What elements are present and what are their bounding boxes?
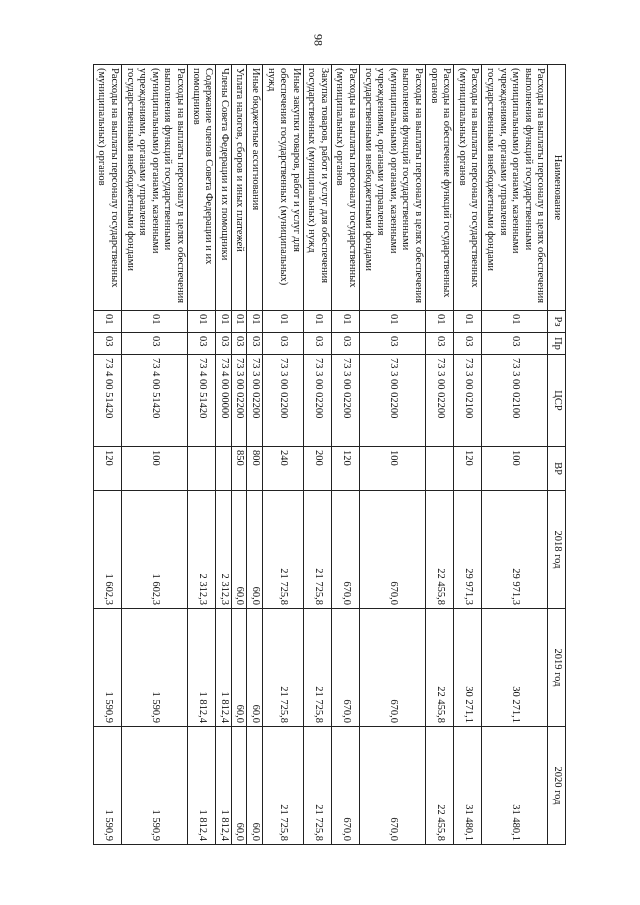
table-row <box>262 65 303 845</box>
table-row <box>216 65 232 845</box>
cell-2018: 1 602,3 <box>122 491 188 609</box>
cell-name: Расходы на выплаты персоналу в целях обеспечения выполнения функций государственными (муниципальными) органами, казенными учреждениями, органами управления государственными внебюджетными фондами <box>482 65 548 311</box>
cell-rz: 01 <box>187 311 215 333</box>
table-row <box>360 65 426 845</box>
cell-pr: 03 <box>262 333 303 355</box>
cell-name: Расходы на выплаты персоналу в целях обеспечения выполнения функций государственными (муниципальными) органами, казенными учреждениями, органами управления государственными внебюджетными фондами <box>122 65 188 311</box>
header-rz: Рз <box>548 311 566 333</box>
cell-2019: 1 812,4 <box>187 609 215 727</box>
cell-name: Расходы на обеспечение функций государственных органов <box>426 65 454 311</box>
cell-pr: 03 <box>482 333 548 355</box>
table-body <box>93 65 548 845</box>
cell-rz: 01 <box>122 311 188 333</box>
cell-pr: 03 <box>303 333 331 355</box>
cell-2020: 21 725,8 <box>303 727 331 845</box>
budget-table <box>93 64 566 845</box>
cell-csr: 73 3 00 02200 <box>247 355 263 447</box>
cell-2018: 29 971,3 <box>454 491 482 609</box>
cell-2018: 1 602,3 <box>93 491 121 609</box>
header-vr: ВР <box>548 447 566 491</box>
cell-rz: 01 <box>93 311 121 333</box>
cell-pr: 03 <box>247 333 263 355</box>
cell-rz: 01 <box>216 311 232 333</box>
cell-2019: 670,0 <box>331 609 359 727</box>
cell-2018: 21 725,8 <box>303 491 331 609</box>
cell-vr: 100 <box>122 447 188 491</box>
cell-2020: 22 455,8 <box>426 727 454 845</box>
cell-rz: 01 <box>482 311 548 333</box>
rotated-table-container <box>86 64 566 844</box>
cell-2020: 1 590,9 <box>122 727 188 845</box>
cell-rz: 01 <box>303 311 331 333</box>
cell-name: Члены Совета Федерации и их помощники <box>216 65 232 311</box>
cell-pr: 03 <box>454 333 482 355</box>
cell-name: Расходы на выплаты персоналу в целях обеспечения выполнения функций государственными (муниципальными) органами, казенными учреждениями, органами управления государственными внебюджетными фондами <box>360 65 426 311</box>
table-row <box>426 65 454 845</box>
cell-vr: 100 <box>360 447 426 491</box>
cell-2019: 1 590,9 <box>93 609 121 727</box>
cell-pr: 03 <box>122 333 188 355</box>
table-header-row <box>548 65 566 845</box>
cell-2019: 21 725,8 <box>262 609 303 727</box>
cell-csr: 73 4 00 00000 <box>216 355 232 447</box>
cell-2020: 31 480,1 <box>482 727 548 845</box>
table-row <box>454 65 482 845</box>
cell-name: Иные закупки товаров, работ и услуг для обеспечения государственных (муниципальных) нужд <box>262 65 303 311</box>
cell-vr: 120 <box>93 447 121 491</box>
table-row <box>231 65 247 845</box>
cell-2018: 2 312,3 <box>187 491 215 609</box>
cell-name: Содержание членов Совета Федерации и их помощников <box>187 65 215 311</box>
cell-2020: 60,0 <box>247 727 263 845</box>
table-row <box>331 65 359 845</box>
cell-2020: 1 590,9 <box>93 727 121 845</box>
cell-rz: 01 <box>360 311 426 333</box>
cell-vr: 200 <box>303 447 331 491</box>
cell-2020: 31 480,1 <box>454 727 482 845</box>
cell-rz: 01 <box>454 311 482 333</box>
cell-csr: 73 3 00 02100 <box>454 355 482 447</box>
header-pr: Пр <box>548 333 566 355</box>
cell-2019: 1 812,4 <box>216 609 232 727</box>
header-2019: 2019 год <box>548 609 566 727</box>
cell-vr <box>187 447 215 491</box>
cell-name: Закупка товаров, работ и услуг для обеспечения государственных (муниципальных) нужд <box>303 65 331 311</box>
cell-2020: 1 812,4 <box>187 727 215 845</box>
cell-pr: 03 <box>331 333 359 355</box>
cell-csr: 73 3 00 02200 <box>360 355 426 447</box>
cell-2019: 21 725,8 <box>303 609 331 727</box>
cell-pr: 03 <box>426 333 454 355</box>
table-row <box>93 65 121 845</box>
cell-2018: 2 312,3 <box>216 491 232 609</box>
budget-table-frame <box>86 64 566 844</box>
cell-rz: 01 <box>231 311 247 333</box>
cell-vr: 800 <box>247 447 263 491</box>
cell-rz: 01 <box>331 311 359 333</box>
table-row <box>482 65 548 845</box>
cell-2019: 60,0 <box>231 609 247 727</box>
cell-vr: 240 <box>262 447 303 491</box>
cell-rz: 01 <box>247 311 263 333</box>
cell-2018: 60,0 <box>231 491 247 609</box>
cell-2020: 1 812,4 <box>216 727 232 845</box>
cell-rz: 01 <box>426 311 454 333</box>
cell-csr: 73 3 00 02200 <box>303 355 331 447</box>
cell-csr: 73 3 00 02200 <box>331 355 359 447</box>
cell-name: Расходы на выплаты персоналу государственных (муниципальных) органов <box>454 65 482 311</box>
cell-name: Иные бюджетные ассигнования <box>247 65 263 311</box>
cell-2019: 30 271,1 <box>482 609 548 727</box>
cell-vr: 850 <box>231 447 247 491</box>
cell-2020: 670,0 <box>360 727 426 845</box>
cell-vr: 100 <box>482 447 548 491</box>
cell-2018: 60,0 <box>247 491 263 609</box>
cell-2018: 21 725,8 <box>262 491 303 609</box>
header-2018: 2018 год <box>548 491 566 609</box>
cell-csr: 73 3 00 02200 <box>262 355 303 447</box>
table-row <box>303 65 331 845</box>
header-2020: 2020 год <box>548 727 566 845</box>
cell-pr: 03 <box>360 333 426 355</box>
cell-pr: 03 <box>93 333 121 355</box>
cell-name: Расходы на выплаты персоналу государственных (муниципальных) органов <box>331 65 359 311</box>
cell-csr: 73 4 00 51420 <box>122 355 188 447</box>
cell-2019: 1 590,9 <box>122 609 188 727</box>
table-row <box>122 65 188 845</box>
cell-vr: 120 <box>454 447 482 491</box>
cell-2020: 670,0 <box>331 727 359 845</box>
cell-csr: 73 4 00 51420 <box>187 355 215 447</box>
cell-2020: 21 725,8 <box>262 727 303 845</box>
cell-vr <box>426 447 454 491</box>
cell-2019: 60,0 <box>247 609 263 727</box>
cell-csr: 73 3 00 02200 <box>426 355 454 447</box>
cell-2018: 29 971,3 <box>482 491 548 609</box>
cell-2020: 60,0 <box>231 727 247 845</box>
header-name: Наименование <box>548 65 566 311</box>
cell-2018: 670,0 <box>331 491 359 609</box>
cell-name: Уплата налогов, сборов и иных платежей <box>231 65 247 311</box>
cell-2018: 670,0 <box>360 491 426 609</box>
cell-pr: 03 <box>187 333 215 355</box>
cell-csr: 73 4 00 51420 <box>93 355 121 447</box>
table-row <box>187 65 215 845</box>
cell-vr: 120 <box>331 447 359 491</box>
table-row <box>247 65 263 845</box>
cell-2019: 670,0 <box>360 609 426 727</box>
cell-pr: 03 <box>216 333 232 355</box>
page-number: 98 <box>311 34 326 46</box>
cell-csr: 73 3 00 02100 <box>482 355 548 447</box>
cell-vr <box>216 447 232 491</box>
cell-2019: 22 455,8 <box>426 609 454 727</box>
cell-rz: 01 <box>262 311 303 333</box>
cell-2019: 30 271,1 <box>454 609 482 727</box>
header-csr: ЦСР <box>548 355 566 447</box>
cell-pr: 03 <box>231 333 247 355</box>
cell-2018: 22 455,8 <box>426 491 454 609</box>
cell-name: Расходы на выплаты персоналу государственных (муниципальных) органов <box>93 65 121 311</box>
cell-csr: 73 3 00 02200 <box>231 355 247 447</box>
